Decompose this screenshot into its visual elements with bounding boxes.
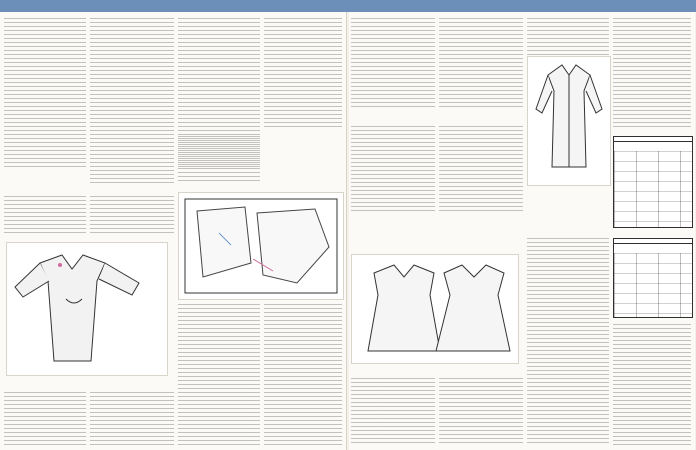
right-bottom-column-1: [351, 378, 435, 446]
tunic-sketch-icon: [7, 243, 167, 375]
right-bottom-column-2: [439, 378, 523, 446]
size-table-1: [613, 136, 693, 228]
size-table-1-title: [614, 137, 692, 142]
left-page: [0, 12, 347, 450]
pattern-map-figure: [178, 192, 344, 300]
size-table-2: [613, 238, 693, 318]
jacket-sketch-icon: [528, 57, 610, 185]
left-bottom-column-4: [264, 304, 342, 446]
pattern-map-icon: [179, 193, 343, 299]
right-bottom-column-3: [527, 238, 609, 446]
left-intro-block-1: [4, 196, 86, 234]
left-column-1: [4, 18, 86, 168]
right-intro-block-2: [439, 126, 523, 214]
left-column-2: [90, 18, 174, 184]
left-bottom-column-2: [90, 392, 174, 446]
right-header: [348, 0, 696, 12]
page-header: [0, 0, 696, 12]
right-column-1: [351, 18, 435, 108]
right-bottom-column-4: [613, 324, 691, 446]
left-column-4: [264, 18, 342, 130]
size-table-2-title: [614, 239, 692, 244]
garment-figure-right-1: [527, 56, 611, 186]
left-intro-block-2: [90, 196, 174, 234]
left-intro-block-3: [178, 136, 260, 184]
left-header: [0, 0, 348, 12]
left-bottom-column-1: [4, 392, 86, 446]
right-intro-block-1: [351, 126, 435, 214]
right-page: [349, 12, 695, 450]
right-column-2: [439, 18, 523, 108]
dress-sketch-icon: [352, 255, 518, 363]
garment-figure-left-1: [6, 242, 168, 376]
left-bottom-column-3: [178, 304, 260, 446]
garment-figure-right-2: [351, 254, 519, 364]
right-column-4: [613, 18, 691, 130]
